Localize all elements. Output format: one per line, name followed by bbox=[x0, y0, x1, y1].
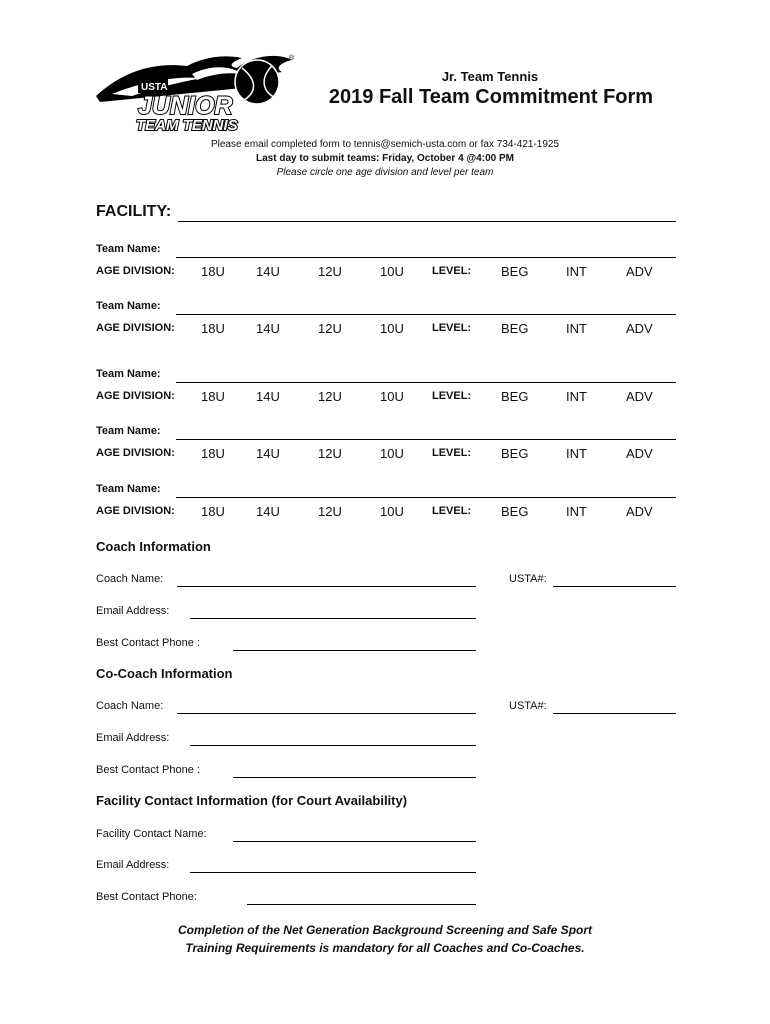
team-1-age-option-18u[interactable]: 18U bbox=[201, 264, 225, 279]
coach-usta-label: USTA#: bbox=[509, 573, 547, 585]
coach-email-input-line[interactable] bbox=[190, 618, 476, 619]
team-5-age-option-12u[interactable]: 12U bbox=[318, 504, 342, 519]
team-3-level-option-beg[interactable]: BEG bbox=[501, 389, 529, 404]
team-1-level-option-beg[interactable]: BEG bbox=[501, 264, 529, 279]
team-2-level-option-adv[interactable]: ADV bbox=[626, 321, 653, 336]
level-label: LEVEL: bbox=[432, 447, 472, 459]
logo-team-tennis-text: TEAM TENNIS bbox=[136, 117, 238, 134]
team-2-division-row bbox=[0, 321, 770, 337]
facility-contact-email-input-line[interactable] bbox=[190, 872, 476, 873]
cocoach-usta-input-line[interactable] bbox=[553, 713, 676, 714]
team-4-age-option-18u[interactable]: 18U bbox=[201, 446, 225, 461]
level-label: LEVEL: bbox=[432, 505, 472, 517]
team-5-division-row bbox=[0, 504, 770, 520]
age-division-label: AGE DIVISION: bbox=[96, 322, 175, 334]
team-3-level-option-int[interactable]: INT bbox=[566, 389, 587, 404]
age-division-label: AGE DIVISION: bbox=[96, 390, 175, 402]
team-4-age-option-10u[interactable]: 10U bbox=[380, 446, 404, 461]
facility-input-line[interactable] bbox=[178, 221, 676, 222]
team-3-age-option-12u[interactable]: 12U bbox=[318, 389, 342, 404]
cocoach-email-label: Email Address: bbox=[96, 732, 170, 744]
cocoach-phone-input-line[interactable] bbox=[233, 777, 476, 778]
team-2-age-option-10u[interactable]: 10U bbox=[380, 321, 404, 336]
team-1-age-option-14u[interactable]: 14U bbox=[256, 264, 280, 279]
facility-contact-name-label: Facility Contact Name: bbox=[96, 828, 207, 840]
facility-contact-phone-input-line[interactable] bbox=[247, 904, 476, 905]
team-2-age-option-18u[interactable]: 18U bbox=[201, 321, 225, 336]
team-1-age-option-12u[interactable]: 12U bbox=[318, 264, 342, 279]
coach-phone-label: Best Contact Phone : bbox=[96, 637, 200, 649]
team-1-division-row bbox=[0, 264, 770, 280]
cocoach-name-label: Coach Name: bbox=[96, 700, 164, 712]
age-division-label: AGE DIVISION: bbox=[96, 447, 175, 459]
logo-registered-mark: ® bbox=[289, 55, 295, 62]
cocoach-name-input-line[interactable] bbox=[177, 713, 476, 714]
coach-usta-input-line[interactable] bbox=[553, 586, 676, 587]
team-4-level-option-beg[interactable]: BEG bbox=[501, 446, 529, 461]
level-label: LEVEL: bbox=[432, 265, 472, 277]
team-2-name-input-line[interactable] bbox=[176, 314, 676, 315]
footer-note-line-2: Training Requirements is mandatory for all Coaches and Co-Coaches. bbox=[185, 941, 585, 955]
facility-contact-email-label: Email Address: bbox=[96, 859, 170, 871]
facility-contact-heading: Facility Contact Information (for Court Availability) bbox=[96, 793, 408, 808]
team-5-name-label: Team Name: bbox=[96, 483, 161, 495]
logo-junior-text: JUNIOR bbox=[138, 92, 233, 120]
facility-contact-phone-label: Best Contact Phone: bbox=[96, 891, 197, 903]
instruction-circle: Please circle one age division and level per team bbox=[276, 167, 494, 178]
team-4-level-option-adv[interactable]: ADV bbox=[626, 446, 653, 461]
team-2-name-label: Team Name: bbox=[96, 300, 161, 312]
team-3-level-option-adv[interactable]: ADV bbox=[626, 389, 653, 404]
page-title: 2019 Fall Team Commitment Form bbox=[328, 86, 654, 108]
coach-section-heading: Coach Information bbox=[96, 539, 211, 554]
team-3-name-label: Team Name: bbox=[96, 368, 161, 380]
team-5-age-option-18u[interactable]: 18U bbox=[201, 504, 225, 519]
footer-note-line-1: Completion of the Net Generation Background Screening and Safe Sport bbox=[177, 923, 593, 937]
team-3-age-option-10u[interactable]: 10U bbox=[380, 389, 404, 404]
coach-name-label: Coach Name: bbox=[96, 573, 164, 585]
coach-name-input-line[interactable] bbox=[177, 586, 476, 587]
team-1-age-option-10u[interactable]: 10U bbox=[380, 264, 404, 279]
team-1-name-label: Team Name: bbox=[96, 243, 161, 255]
coach-phone-input-line[interactable] bbox=[233, 650, 476, 651]
age-division-label: AGE DIVISION: bbox=[96, 265, 175, 277]
team-4-age-option-14u[interactable]: 14U bbox=[256, 446, 280, 461]
team-5-level-option-adv[interactable]: ADV bbox=[626, 504, 653, 519]
form-subtitle: Jr. Team Tennis bbox=[441, 69, 539, 84]
cocoach-usta-label: USTA#: bbox=[509, 700, 547, 712]
instruction-deadline: Last day to submit teams: Friday, October 4 @4:00 PM bbox=[256, 153, 514, 164]
level-label: LEVEL: bbox=[432, 390, 472, 402]
team-5-level-option-int[interactable]: INT bbox=[566, 504, 587, 519]
team-3-name-input-line[interactable] bbox=[176, 382, 676, 383]
team-4-age-option-12u[interactable]: 12U bbox=[318, 446, 342, 461]
team-2-age-option-12u[interactable]: 12U bbox=[318, 321, 342, 336]
level-label: LEVEL: bbox=[432, 322, 472, 334]
team-2-level-option-int[interactable]: INT bbox=[566, 321, 587, 336]
team-4-name-label: Team Name: bbox=[96, 425, 161, 437]
team-1-level-option-int[interactable]: INT bbox=[566, 264, 587, 279]
cocoach-section-heading: Co-Coach Information bbox=[96, 666, 233, 681]
team-5-age-option-10u[interactable]: 10U bbox=[380, 504, 404, 519]
coach-email-label: Email Address: bbox=[96, 605, 170, 617]
usta-junior-team-tennis-logo bbox=[92, 52, 302, 134]
team-4-level-option-int[interactable]: INT bbox=[566, 446, 587, 461]
facility-label: FACILITY: bbox=[96, 203, 172, 220]
team-3-division-row bbox=[0, 389, 770, 405]
team-1-level-option-adv[interactable]: ADV bbox=[626, 264, 653, 279]
team-2-age-option-14u[interactable]: 14U bbox=[256, 321, 280, 336]
team-3-age-option-14u[interactable]: 14U bbox=[256, 389, 280, 404]
age-division-label: AGE DIVISION: bbox=[96, 505, 175, 517]
team-2-level-option-beg[interactable]: BEG bbox=[501, 321, 529, 336]
team-5-age-option-14u[interactable]: 14U bbox=[256, 504, 280, 519]
team-5-level-option-beg[interactable]: BEG bbox=[501, 504, 529, 519]
team-1-name-input-line[interactable] bbox=[176, 257, 676, 258]
team-4-name-input-line[interactable] bbox=[176, 439, 676, 440]
instruction-email: Please email completed form to tennis@semich-usta.com or fax 734-421-1925 bbox=[210, 139, 560, 150]
team-5-name-input-line[interactable] bbox=[176, 497, 676, 498]
cocoach-email-input-line[interactable] bbox=[190, 745, 476, 746]
cocoach-phone-label: Best Contact Phone : bbox=[96, 764, 200, 776]
team-4-division-row bbox=[0, 446, 770, 462]
facility-contact-name-input-line[interactable] bbox=[233, 841, 476, 842]
team-3-age-option-18u[interactable]: 18U bbox=[201, 389, 225, 404]
logo-usta-text: USTA bbox=[141, 82, 168, 93]
